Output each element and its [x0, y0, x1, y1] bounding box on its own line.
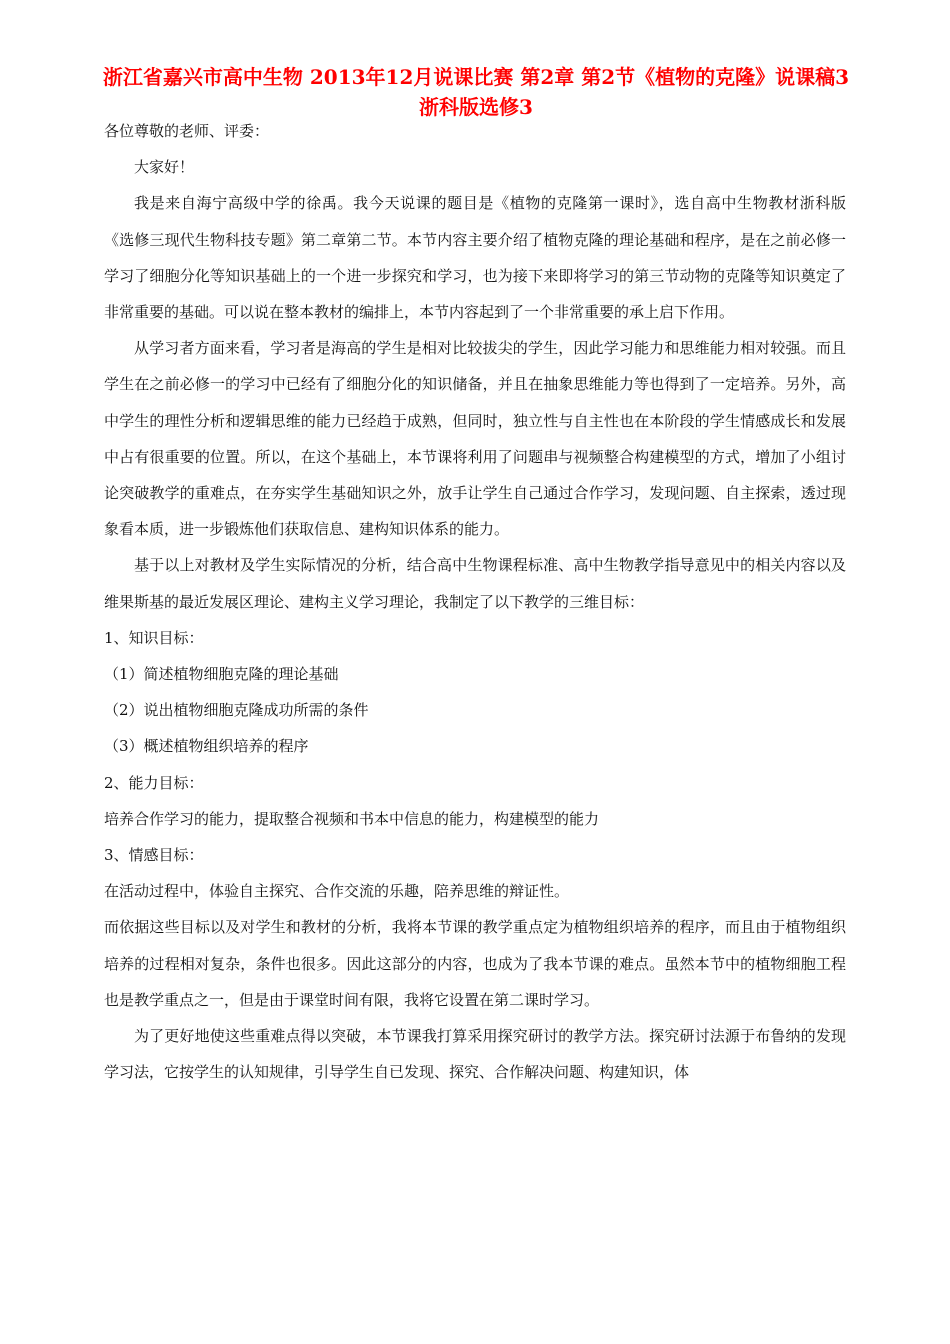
paragraph-introduction: 我是来自海宁高级中学的徐禹。我今天说课的题目是《植物的克隆第一课时》，选自高中生物教材浙科版《选修三现代生物科技专题》第二章第二节。本节内容主要介绍了植物克隆的理论基础和程序，是在之前必修一学习了细胞分化等知识基础上的一个进一步探究和学习，也为接下来即将学习的第三节动物的克隆等知识奠定了非常重要的基础。可以说在整本教材的编排上，本节内容起到了一个非常重要的承上启下作用。	[104, 194, 846, 322]
paragraph-objectives-intro: 基于以上对教材及学生实际情况的分析，结合高中生物课程标准、高中生物教学指导意见中的相关内容以及维果斯基的最近发展区理论、建构主义学习理论，我制定了以下教学的三维目标：	[104, 556, 846, 611]
hello-line: 大家好！	[134, 158, 195, 177]
greeting-line: 各位尊敬的老师、评委：	[104, 122, 270, 140]
document-body	[104, 113, 846, 1090]
heading-ability-objectives: 2、能力目标：	[104, 773, 204, 792]
knowledge-objective-item: （2）说出植物细胞克隆成功所需的条件	[104, 701, 369, 720]
document-title: 浙江省嘉兴市高中生物 2013年12月说课比赛 第2章 第2节《植物的克隆》说课稿3 浙科版选修3	[102, 65, 850, 119]
paragraph-teaching-method: 为了更好地使这些重难点得以突破，本节课我打算采用探究研讨的教学方法。探究研讨法源于布鲁纳的发现学习法，它按学生的认知规律，引导学生自已发现、探究、合作解决问题、构建知识，体	[104, 1027, 846, 1082]
heading-emotion-objectives: 3、情感目标：	[104, 846, 204, 865]
heading-knowledge-objectives: 1、知识目标：	[104, 628, 204, 647]
knowledge-objective-item: （3）概述植物组织培养的程序	[104, 737, 309, 756]
ability-objective-text: 培养合作学习的能力，提取整合视频和书本中信息的能力，构建模型的能力	[104, 809, 600, 828]
paragraph-learner-analysis: 从学习者方面来看，学习者是海高的学生是相对比较拔尖的学生，因此学习能力和思维能力相对较强。而且学生在之前必修一的学习中已经有了细胞分化的知识储备，并且在抽象思维能力等也得到了一定培养。另外，高中学生的理性分析和逻辑思维的能力已经趋于成熟，但同时，独立性与自主性也在本阶段的学生情感成长和发展中占有很重要的位置。所以，在这个基础上，本节课将利用了问题串与视频整合构建模型的方式，增加了小组讨论突破教学的重难点，在夯实学生基础知识之外，放手让学生自己通过合作学习，发现问题、自主探索，透过现象看本质，进一步锻炼他们获取信息、建构知识体系的能力。	[104, 339, 846, 539]
emotion-objective-text: 在活动过程中，体验自主探究、合作交流的乐趣，陪养思维的辩证性。	[104, 882, 570, 901]
knowledge-objective-item: （1）简述植物细胞克隆的理论基础	[104, 665, 339, 684]
paragraph-key-points: 而依据这些目标以及对学生和教材的分析，我将本节课的教学重点定为植物组织培养的程序，而且由于植物组织培养的过程相对复杂，条件也很多。因此这部分的内容，也成为了我本节课的难点。虽然本节中的植物细胞工程也是教学重点之一，但是由于课堂时间有限，我将它设置在第二课时学习。	[104, 918, 846, 1009]
